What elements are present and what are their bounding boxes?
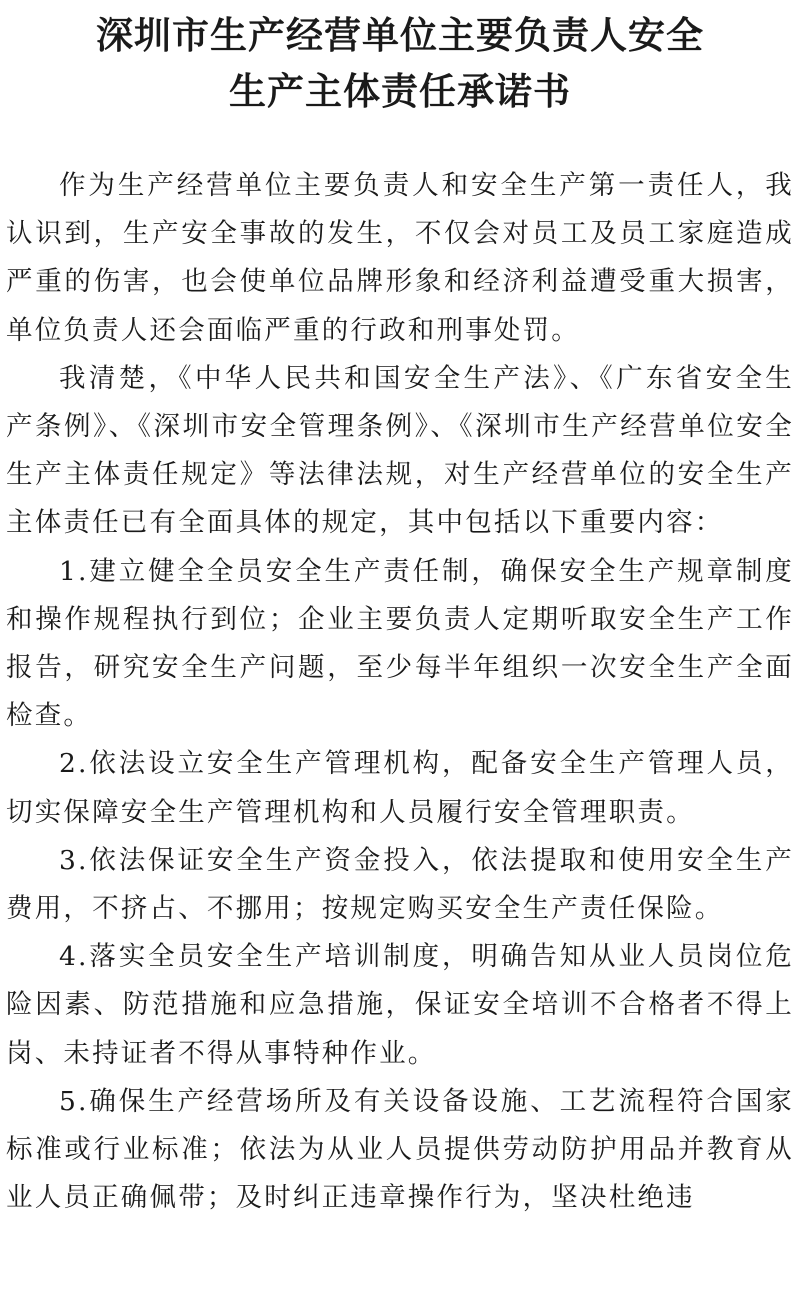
title-line-1: 深圳市生产经营单位主要负责人安全 (96, 14, 704, 57)
paragraph-item-2: 2.依法设立安全生产管理机构，配备安全生产管理人员，切实保障安全生产管理机构和人员履行安全管理职责。 (6, 748, 794, 828)
paragraph-item-4: 4.落实全员安全生产培训制度，明确告知从业人员岗位危险因素、防范措施和应急措施，保证安全培训不合格者不得上岗、未持证者不得从事特种作业。 (6, 941, 794, 1069)
paragraph-laws: 我清楚，《中华人民共和国安全生产法》、《广东省安全生产条例》、《深圳市安全管理条例》、《深圳市生产经营单位安全生产主体责任规定》等法律法规，对生产经营单位的安全生产主体责任已有全面具体的规定，其中包括以下重要内容： (6, 362, 794, 539)
paragraph-intro: 作为生产经营单位主要负责人和安全生产第一责任人，我认识到，生产安全事故的发生，不仅会对员工及员工家庭造成严重的伤害，也会使单位品牌形象和经济利益遭受重大损害，单位负责人还会面临严重的行政和刑事处罚。 (6, 170, 794, 346)
document-title (0, 8, 800, 120)
document-body (6, 162, 794, 1222)
title-line-2: 生产主体责任承诺书 (229, 70, 571, 113)
paragraph-item-3: 3.依法保证安全生产资金投入，依法提取和使用安全生产费用，不挤占、不挪用；按规定购买安全生产责任保险。 (6, 844, 794, 925)
paragraph-item-1: 1.建立健全全员安全生产责任制，确保安全生产规章制度和操作规程执行到位；企业主要负责人定期听取安全生产工作报告，研究安全生产问题，至少每半年组织一次安全生产全面检查。 (6, 555, 794, 732)
paragraph-item-5: 5.确保生产经营场所及有关设备设施、工艺流程符合国家标准或行业标准；依法为从业人员提供劳动防护用品并教育从业人员正确佩带；及时纠正违章操作行为，坚决杜绝违 (6, 1085, 794, 1214)
